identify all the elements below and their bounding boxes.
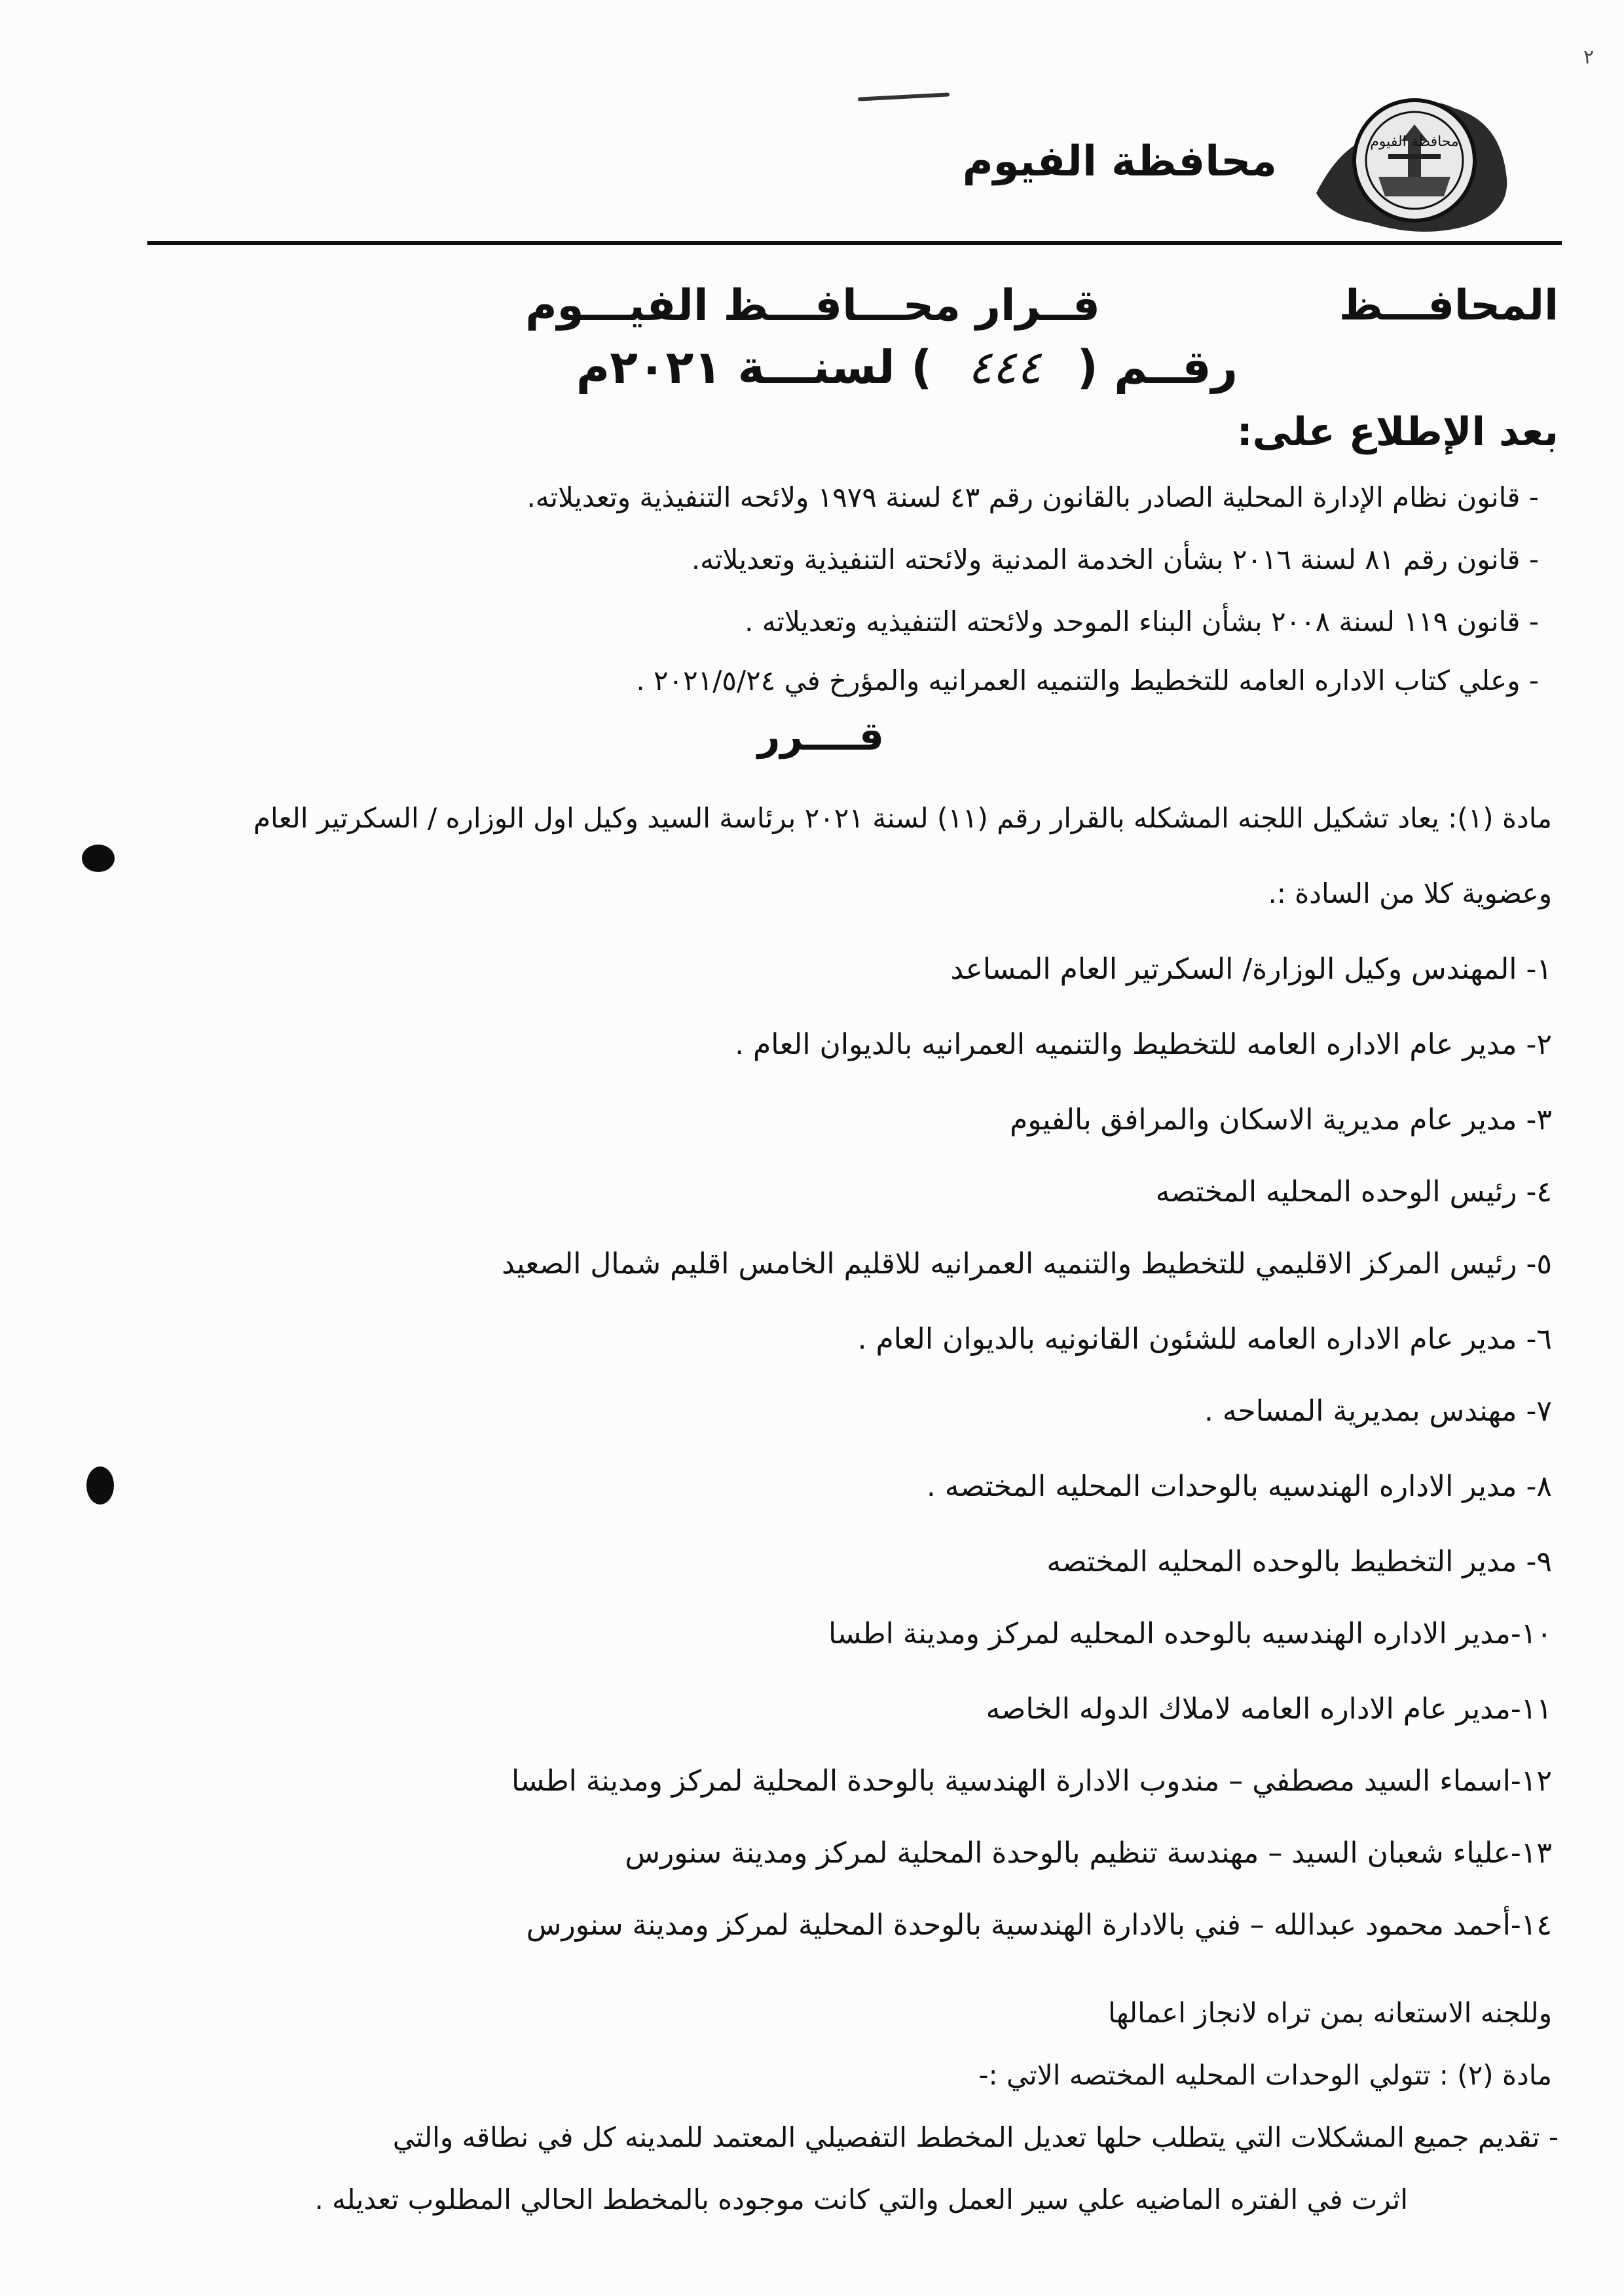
committee-member: ١٢-اسماء السيد مصطفي – مندوب الادارة الهندسية بالوحدة المحلية لمركز ومدينة اطسا: [511, 1764, 1552, 1798]
committee-member: ٤- رئيس الوحده المحليه المختصه: [1155, 1175, 1552, 1209]
committee-member: ٨- مدير الاداره الهندسيه بالوحدات المحليه المختصه .: [926, 1470, 1552, 1503]
svg-text:محافظة الفيوم: محافظة الفيوم: [1370, 134, 1459, 150]
committee-member: ١٣-علياء شعبان السيد – مهندسة تنظيم بالوحدة المحلية لمركز ومدينة سنورس: [625, 1836, 1552, 1870]
committee-member: ١١-مدير عام الاداره العامه لاملاك الدوله الخاصه: [986, 1692, 1552, 1726]
review-heading: بعد الإطلاع على:: [1236, 409, 1559, 455]
decision-number-handwritten: ٤٤٤: [967, 340, 1042, 394]
decision-number-prefix: رقــم (: [1077, 340, 1238, 394]
ink-blot: [82, 845, 115, 872]
decision-title: قــرار محـــافـــظ الفيـــوم: [525, 280, 1100, 331]
law-item: - وعلي كتاب الاداره العامه للتخطيط والتنميه العمرانيه والمؤرخ في ٢٠٢١/٥/٢٤ .: [636, 665, 1539, 697]
article-2-bullet: - تقديم جميع المشكلات التي يتطلب حلها تعديل المخطط التفصيلي المعتمد للمدينه كل في نطاقه والتي: [392, 2121, 1559, 2153]
committee-member: ٢- مدير عام الاداره العامه للتخطيط والتنميه العمرانيه بالديوان العام .: [735, 1028, 1552, 1061]
committee-member: ٧- مهندس بمديرية المساحه .: [1204, 1394, 1552, 1428]
article-2-bullet-continued: اثرت في الفتره الماضيه علي سير العمل والتي كانت موجوده بالمخطط الحالي المطلوب تعديله .: [314, 2183, 1408, 2215]
page-number-mark: ٢: [1583, 46, 1595, 69]
scan-mark: [858, 92, 950, 101]
governorate-seal-logo: [1303, 62, 1519, 239]
decision-number-suffix: ) لسنـــة ٢٠٢١م: [576, 340, 932, 394]
committee-member: ١٠-مدير الاداره الهندسيه بالوحده المحليه لمركز ومدينة اطسا: [828, 1617, 1552, 1650]
committee-member: ٦- مدير عام الاداره العامه للشئون القانونيه بالديوان العام .: [857, 1322, 1552, 1356]
office-label: المحافـــظ: [1338, 282, 1559, 330]
law-item: - قانون ١١٩ لسنة ٢٠٠٨ بشأن البناء الموحد ولائحته التنفيذيه وتعديلاته .: [745, 606, 1539, 638]
decided-heading: قــــرر: [757, 714, 884, 759]
assistance-line: وللجنه الاستعانه بمن تراه لانجاز اعمالها: [1108, 1997, 1552, 2029]
law-item: - قانون رقم ٨١ لسنة ٢٠١٦ بشأن الخدمة المدنية ولائحته التنفيذية وتعديلاته.: [691, 543, 1539, 575]
decision-number-line: [576, 340, 1238, 394]
committee-member: ٥- رئيس المركز الاقليمي للتخطيط والتنميه العمرانيه للاقليم الخامس اقليم شمال الصعيد: [502, 1247, 1552, 1281]
header-divider: [147, 241, 1562, 245]
committee-member: ٩- مدير التخطيط بالوحده المحليه المختصه: [1046, 1545, 1552, 1578]
committee-member: ١- المهندس وكيل الوزارة/ السكرتير العام المساعد: [950, 953, 1552, 986]
committee-member: ٣- مدير عام مديرية الاسكان والمرافق بالفيوم: [1010, 1103, 1552, 1137]
governorate-name: محافظة الفيوم: [962, 137, 1277, 186]
article-1-text: مادة (١): يعاد تشكيل اللجنه المشكله بالقرار رقم (١١) لسنة ٢٠٢١ برئاسة السيد وكيل اول الوزاره / السكرتير العام: [253, 802, 1552, 834]
ink-blot: [86, 1467, 114, 1504]
article-2-heading: مادة (٢) : تتولي الوحدات المحليه المختصه الاتي :-: [978, 2059, 1552, 2091]
law-item: - قانون نظام الإدارة المحلية الصادر بالقانون رقم ٤٣ لسنة ١٩٧٩ ولائحه التنفيذية وتعديلاته.: [526, 481, 1539, 513]
committee-member: ١٤-أحمد محمود عبدالله – فني بالادارة الهندسية بالوحدة المحلية لمركز ومدينة سنورس: [526, 1908, 1552, 1942]
article-1-membership: وعضوية كلا من السادة :.: [1268, 877, 1552, 909]
